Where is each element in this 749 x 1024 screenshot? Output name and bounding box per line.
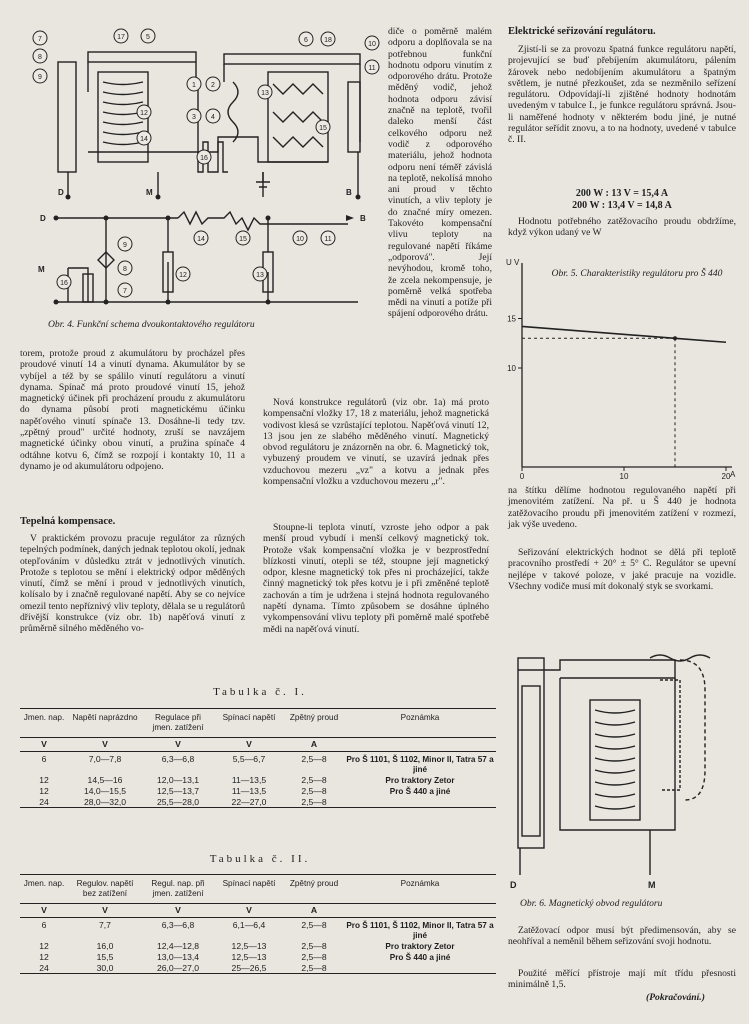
table1-cell: Pro Š 1101, Š 1102, Minor II, Tatra 57 a jiné xyxy=(346,755,494,775)
table-row xyxy=(20,941,496,952)
fig4-callout-9b: 9 xyxy=(123,242,127,249)
table2-unit-cell: V xyxy=(175,904,181,915)
fig5-y-tick-label: 10 xyxy=(507,364,516,373)
table2-unit-cell xyxy=(344,903,496,918)
right-text3: Seřizování elektrických hodnot se dělá při teplotě pracovního prostředí + 20° ± 5° C. Regulátor se upevní nejlépe v takové poloze, v jaké pracuje na vozidle. Všechny vodiče musí mít dokonalý styk se svorkami. xyxy=(508,547,736,592)
fig4-callout-18: 18 xyxy=(324,37,332,44)
col-right-of-fig4: diče o poměrně malém odporu a doplňovala se na potřebnou funkční hodnotu odporu vinutím z odporového drátu. Protože měděný vodič, jehož hodnota odporu závisí značně na teplotě, tvořil daleko menší část celkového odporu než vodič z odporového materiálu, jehož hodnota odporu není téměř závislá na teplotě, nekolísá mnoho ani proud v těchto vinutích, a vliv teploty je do značné míry omezen. Takovéto kompensační vlivu teploty na regulované napětí říkáme „odporová". Její nevýhodou, kromě toho, že zcela nekompensuje, je poměrně velká spotřeba mědi na vinutí a potíže při spájení odporového drátu. xyxy=(388,26,492,320)
fig5-x-tick-label: 0 xyxy=(519,472,525,481)
table1-cell: Pro traktory Zetor xyxy=(385,775,455,785)
table2-header-poznamka: Poznámka xyxy=(400,879,440,888)
fig4-callout-10: 10 xyxy=(368,41,376,48)
table1-cell: 12 xyxy=(39,785,49,796)
fig4-terminal-b: B xyxy=(346,188,352,197)
table1-cell: 7,0—7,8 xyxy=(88,754,122,765)
table2-cell: 30,0 xyxy=(96,962,114,973)
fig4-callout-14b: 14 xyxy=(197,236,205,243)
table2-cell: 13,0—13,4 xyxy=(156,951,200,962)
fig4-callout-11b: 11 xyxy=(324,236,332,243)
table2-units-row xyxy=(20,903,496,918)
fig4-terminal-d2: D xyxy=(40,214,46,223)
table1-unit-cell xyxy=(344,737,496,752)
fig5-chart xyxy=(500,255,740,485)
fig5-x-unit: A xyxy=(730,470,736,479)
table1-cell: 28,0—32,0 xyxy=(83,796,127,807)
fig4-callout-16: 16 xyxy=(200,155,208,162)
right-text4: Zatěžovací odpor musí být předimensován, aby se neohříval a neměnil během seřizování svoji hodnotu. xyxy=(508,925,736,948)
fig6-caption: Obr. 6. Magnetický obvod regulátoru xyxy=(520,898,663,909)
table1-unit-cell: A xyxy=(310,738,318,749)
fig4-terminal-m2: M xyxy=(38,265,45,274)
continued-note: (Pokračování.) xyxy=(646,992,705,1003)
fig5-series-line xyxy=(522,326,726,342)
table1-cell: Pro Š 440 a jiné xyxy=(389,786,451,796)
fig6-label-m: M xyxy=(648,880,656,890)
fig4-callout-14: 14 xyxy=(140,136,148,143)
fig4-callout-13: 13 xyxy=(261,90,269,97)
fig4-callout-5: 5 xyxy=(146,34,150,41)
table1-cell: 25,5—28,0 xyxy=(156,796,200,807)
table-row xyxy=(20,775,496,786)
fig4-callout-12: 12 xyxy=(140,110,148,117)
tepelna-text: V praktickém provozu pracuje regulátor za různých tepelných podmínek, daných jednak teplotou okolí, jednak otepľováním v důsledku ztrát v jednotlivých vinutích. Protože s teplotou se mění i elektrický odpor měděných vinutí, čímž se mění i proud v jednotlivých vinutích, kolísalo by i značně regulované napětí. Aby se co nejvíce omezil tento nepříznivý vliv teploty, dělala se u regulátorů dřívější konstrukce (viz obr. 1b) napěťová vinutí z průměrně silného měděného vo- xyxy=(20,533,245,635)
table2-cell: 15,5 xyxy=(96,951,114,962)
fig4-callout-6: 6 xyxy=(304,37,308,44)
fig5-x-tick-label: 20 xyxy=(721,472,731,481)
table1-cell: 6,3—6,8 xyxy=(161,754,195,765)
fig4-callout-12b: 12 xyxy=(179,272,187,279)
table1-header-napeti: Napětí naprázdno xyxy=(72,713,138,722)
fig4-diagram xyxy=(28,22,380,322)
table2-cell: 6,1—6,4 xyxy=(232,920,266,931)
table2-unit-cell: V xyxy=(41,904,47,915)
table2-cell xyxy=(344,963,496,974)
fig5-y-unit: U V xyxy=(506,258,520,267)
fig4-callout-4: 4 xyxy=(211,114,215,121)
table1-cell: 11—13,5 xyxy=(231,785,267,796)
table1-cell: 12,0—13,1 xyxy=(156,774,200,785)
table2-cell: Pro traktory Zetor xyxy=(385,941,455,951)
table2-header-regul-nap: Regul. nap. při jmen. zatížení xyxy=(151,879,205,898)
table2-cell: 12 xyxy=(39,951,49,962)
table-row xyxy=(20,752,496,775)
fig4-callout-16b: 16 xyxy=(60,280,68,287)
table1-cell: 2,5—8 xyxy=(301,796,327,807)
table1-cell xyxy=(344,797,496,808)
table2-cell: 12,4—12,8 xyxy=(156,940,200,951)
table1-cell: 6 xyxy=(41,754,47,765)
fig5-caption: Obr. 5. Charakteristiky regulátoru pro Š 440 xyxy=(551,268,723,279)
equation-2: 200 W : 13,4 V = 14,8 A xyxy=(572,200,672,211)
table1-cell: 5,5—6,7 xyxy=(232,754,266,765)
table-row xyxy=(20,797,496,808)
fig5-point xyxy=(673,336,677,340)
table2-title: Tabulka č. II. xyxy=(209,853,311,865)
fig4-callout-15b: 15 xyxy=(239,236,247,243)
table1-cell: 2,5—8 xyxy=(301,754,327,765)
table1-cell: 12,5—13,7 xyxy=(156,785,200,796)
table2-unit-cell: V xyxy=(246,904,252,915)
fig4-callout-8b: 8 xyxy=(123,266,127,273)
table1-header-spinaci: Spínací napětí xyxy=(222,713,276,722)
table2-header-spinaci: Spínací napětí xyxy=(222,879,276,888)
equation-1: 200 W : 13 V = 15,4 A xyxy=(575,188,669,199)
table1-header-poznamka: Poznámka xyxy=(400,713,440,722)
table2-cell: 26,0—27,0 xyxy=(156,962,200,973)
table1-cell: 24 xyxy=(39,796,49,807)
fig4-callout-10b: 10 xyxy=(296,236,304,243)
table2-header-regulov: Regulov. napětí bez zatížení xyxy=(76,879,134,898)
fig4-caption: Obr. 4. Funkční schema dvoukontaktového regulátoru xyxy=(48,319,255,330)
table1-unit-cell: V xyxy=(102,738,108,749)
table2 xyxy=(20,874,496,974)
fig5-x-tick-label: 10 xyxy=(619,472,629,481)
elektricke-text: Zjistí-li se za provozu špatná funkce regulátoru napětí, projevující se buď přebíjením akumulátoru, pálením žárovek nebo nedobíjením akumulátoru a špatným světlem, je nutné přezkoušet, zda se nezměnilo seřízení regulátoru. Odpovídají-li zjištěné hodnoty hodnotám uvedeným v tabulce I., je funkce regulátoru správná. Jsou-li naměřené hodnoty v některém bodu jiné, je nutné regulátor seřídit znovu, a to na hodnoty, uvedené v tabulce č. II. xyxy=(508,44,736,146)
table1-cell: 14,0—15,5 xyxy=(83,785,127,796)
fig4-callout-17: 17 xyxy=(117,34,125,41)
table2-cell: 2,5—8 xyxy=(301,940,327,951)
table1-header-zpetny: Zpětný proud xyxy=(289,713,339,722)
elektricke-text2: Hodnotu potřebného zatěžovacího proudu obdržíme, když výkon udaný ve W xyxy=(508,216,736,239)
table2-cell: 2,5—8 xyxy=(301,920,327,931)
fig5-y-tick-label: 15 xyxy=(507,314,516,324)
table2-cell: 6 xyxy=(41,920,47,931)
table1-cell: 2,5—8 xyxy=(301,785,327,796)
table2-cell: 25—26,5 xyxy=(231,962,267,973)
right-text2: na štítku dělíme hodnotou regulovaného napětí při jmenovitém zatížení. Na př. u Š 440 je hodnota zatěžovacího proudu při jmenovitém zatížení v rozmezí, jak výše uvedeno. xyxy=(508,485,736,530)
table1-cell: 11—13,5 xyxy=(231,774,267,785)
table1-unit-cell: V xyxy=(175,738,181,749)
elektricke-heading: Elektrické seřizování regulátoru. xyxy=(508,26,656,37)
table-row xyxy=(20,786,496,797)
table-row xyxy=(20,918,496,941)
fig4-callout-8: 8 xyxy=(38,54,42,61)
tepelna-heading: Tepelná kompensace. xyxy=(20,516,116,527)
table1-title: Tabulka č. I. xyxy=(213,686,307,698)
table2-cell: 12,5—13 xyxy=(231,951,267,962)
fig4-terminal-b2: B xyxy=(360,214,366,223)
fig4-callout-7b: 7 xyxy=(123,288,127,295)
table-row xyxy=(20,952,496,963)
table2-cell: 24 xyxy=(39,962,49,973)
table1-cell: 2,5—8 xyxy=(301,774,327,785)
fig4-callout-2: 2 xyxy=(211,82,215,89)
table2-header-jmen: Jmen. nap. xyxy=(23,879,65,888)
table2-cell: Pro Š 1101, Š 1102, Minor II, Tatra 57 a jiné xyxy=(346,921,494,941)
table-row xyxy=(20,963,496,974)
table1-cell: 22—27,0 xyxy=(231,796,267,807)
table1 xyxy=(20,708,496,808)
right-text5: Použité měřící přístroje mají mít třídu přesnosti minimálně 1,5. xyxy=(508,968,736,991)
fig4-terminal-m: M xyxy=(146,188,153,197)
table1-header-jmen: Jmen. nap. xyxy=(23,713,65,722)
table2-cell: 16,0 xyxy=(96,940,114,951)
fig4-callout-3: 3 xyxy=(192,114,196,121)
table2-cell: 7,7 xyxy=(99,920,111,931)
fig4-callout-15: 15 xyxy=(319,125,327,132)
table1-unit-cell: V xyxy=(41,738,47,749)
table2-header-zpetny: Zpětný proud xyxy=(289,879,339,888)
col1-text: torem, protože proud z akumulátoru by procházel přes proudové vinutí 14 a vinutí dynama. Akumulátor by se vybíjel a též by se spálilo vinutí regulátoru a vinutí dynama. Spínač má proto proudové vinutí 15, jehož magnetický účinek při procházení proudu z akumulátoru do dynama působí proti magnetickému účinku napěťového vinutí spínače 13. Dosáhne-li tedy tzv. „zpětný proud" určité hodnoty, zruší se navzájem magnetické účinky obou vinutí, a pružina spínače 4 odtáhne kotvu 6, čímž se rozpojí i kontakty 10, 11 a dynamo je od akumulátoru odpojeno. xyxy=(20,348,245,472)
fig4-callout-13b: 13 xyxy=(256,272,264,279)
table2-cell: 12 xyxy=(39,940,49,951)
table1-cell: 12 xyxy=(39,774,49,785)
table2-cell: 6,3—6,8 xyxy=(161,920,195,931)
table2-cell: Pro Š 440 a jiné xyxy=(389,952,451,962)
table2-cell: 12,5—13 xyxy=(231,940,267,951)
fig6-diagram xyxy=(500,630,740,892)
table1-unit-cell: V xyxy=(246,738,252,749)
col2-text2: Stoupne-li teplota vinutí, vzroste jeho odpor a pak menší proud vybudí i menší celkový magnetický tok. Protože však kompensační vložka je v bezprostřední blízkosti vinutí, otepli se též, stoupne její magnetický odpor, klesne magnetický tok přes ni procházející, takže činný magnetický tok přes kotvu je i při změněné teplotě zachován a tím je udržena i stejná hodnota regulovaného napětí dynama. Tímto způsobem se dosáhne úplného vykompensování vlivu teploty při poměrně malé spotřebě mědi na napěťová vinutí. xyxy=(263,522,489,635)
fig4-callout-1: 1 xyxy=(192,82,196,89)
col2-text: Nová konstrukce regulátorů (viz obr. 1a) má proto kompensační vložky 17, 18 z materiálu, jehož magnetická vodivost klesá se vzrůstající teplotou. Napěťová vinutí 12, 13 jsou jen ze slabého měděného vinutí. Magnetický obvod regulátoru je znázorněn na obr. 6. Magnetický tok, vybuzený proudem ve vinutí, se uzavírá jednak přes vzduchovou mezeru „vz" a kotvu a jednak přes kompensační vložku a vzduchovou mezeru „r". xyxy=(263,397,489,488)
fig4-terminal-d: D xyxy=(58,188,64,197)
table2-cell: 2,5—8 xyxy=(301,962,327,973)
fig4-callout-9: 9 xyxy=(38,74,42,81)
table2-unit-cell: A xyxy=(310,904,318,915)
table2-unit-cell: V xyxy=(102,904,108,915)
table2-cell: 2,5—8 xyxy=(301,951,327,962)
table1-units-row xyxy=(20,737,496,752)
table1-header-regulace: Regulace při jmen. zatížení xyxy=(152,713,204,732)
fig4-callout-11: 11 xyxy=(368,65,376,72)
table1-cell: 14,5—16 xyxy=(87,774,123,785)
fig6-label-d: D xyxy=(510,880,517,890)
fig4-callout-7: 7 xyxy=(38,36,42,43)
